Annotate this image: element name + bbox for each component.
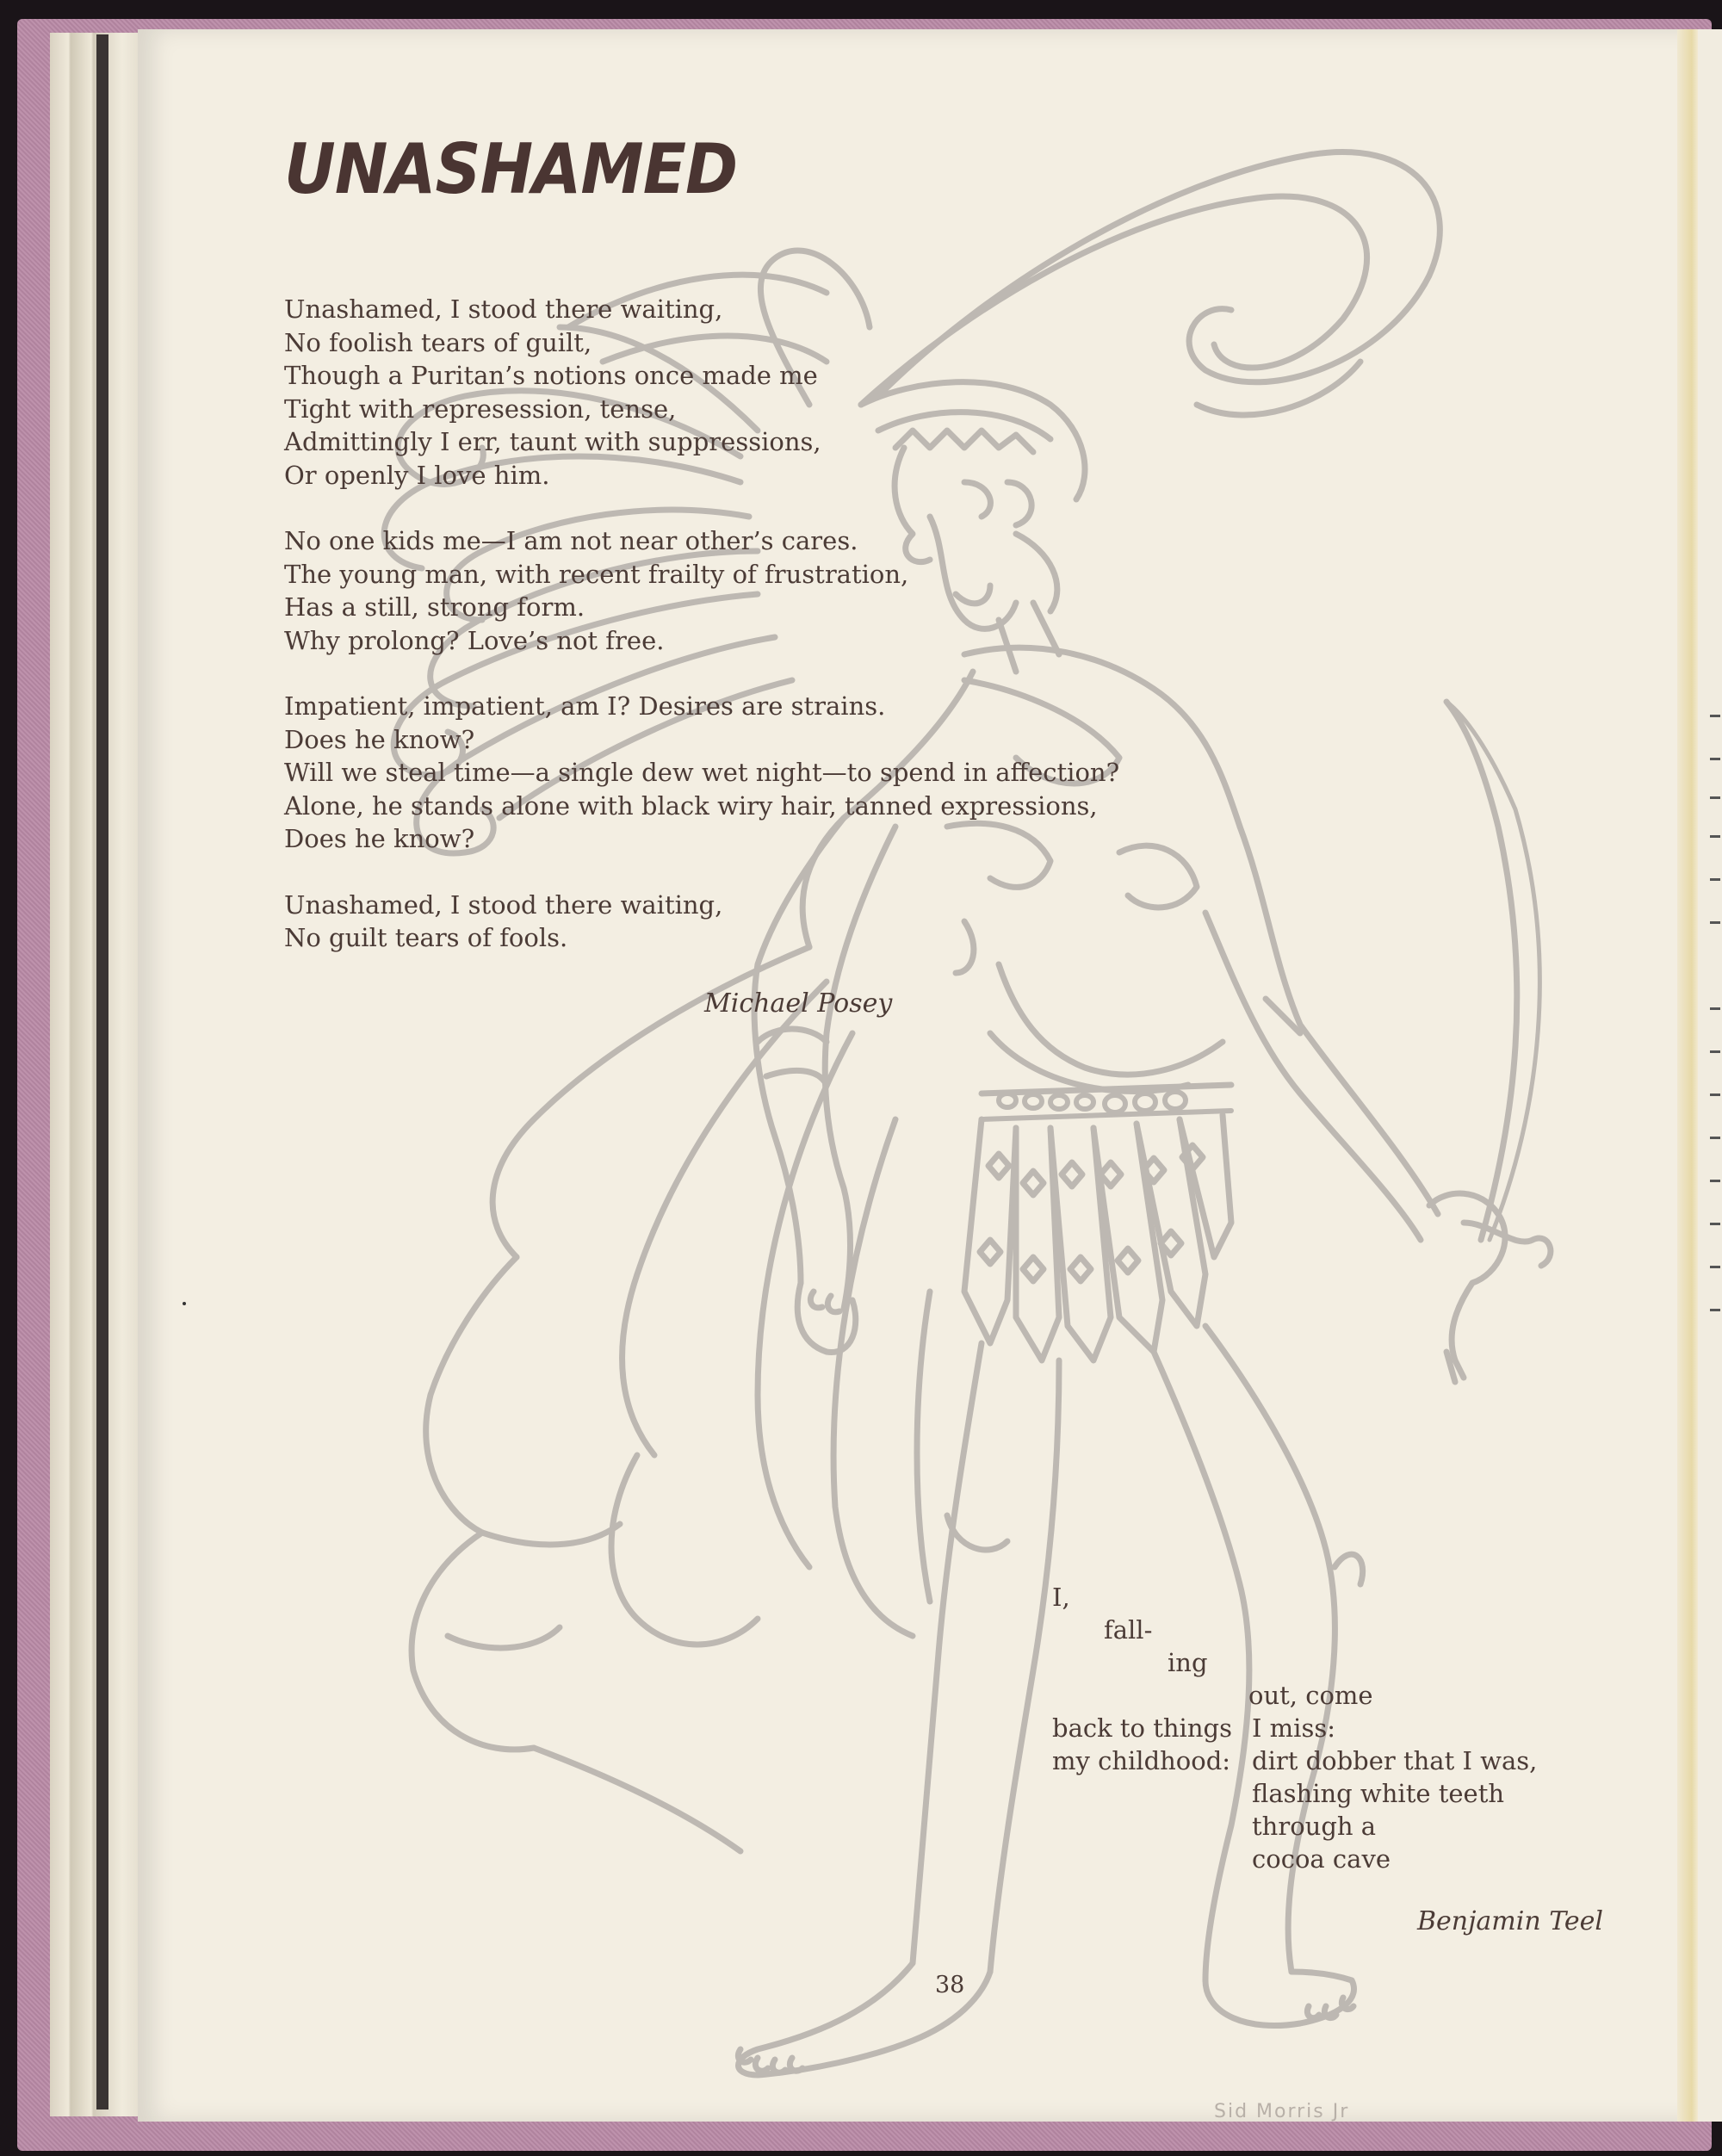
page-speck: [183, 1302, 186, 1305]
poem-line: No one kids me—I am not near other’s cares.: [284, 526, 858, 555]
poem-word: out, come: [1248, 1681, 1373, 1710]
right-arm-with-sword: [1205, 702, 1551, 1382]
poem-line: Unashamed, I stood there waiting,: [284, 889, 723, 920]
poem-word: through a: [1252, 1812, 1377, 1841]
poem-line: Impatient, impatient, am I? Desires are strains.: [284, 691, 886, 721]
poem-line: Though a Puritan’s notions once made me: [284, 361, 818, 390]
poem-line: Tight with represession, tense,: [284, 393, 677, 424]
cape: [412, 947, 930, 1851]
page-number: 38: [935, 1972, 965, 1998]
poem-line: The young man, with recent frailty of frustration,: [284, 559, 909, 589]
stanza-4: [284, 889, 1231, 955]
poem-word: flashing white teeth: [1252, 1779, 1505, 1808]
poem-word: I,: [1052, 1583, 1070, 1612]
poem-word: back to things: [1052, 1713, 1232, 1743]
poem-word: cocoa cave: [1252, 1844, 1391, 1874]
poem-line: Has a still, strong form.: [284, 592, 585, 622]
poem-word: fall-: [1104, 1615, 1153, 1645]
poem-line: Will we steal time—a single dew wet night—to spend in affection?: [284, 758, 1120, 787]
poem-line: Unashamed, I stood there waiting,: [284, 294, 723, 324]
poem-author-teel: Benjamin Teel: [1417, 1906, 1603, 1936]
poem-line: No guilt tears of fools.: [284, 923, 568, 952]
poem-line: Does he know?: [284, 824, 475, 853]
armored-skirt: [964, 1115, 1231, 1360]
poem-word: my childhood:: [1052, 1746, 1231, 1775]
stanza-3: [284, 690, 1231, 856]
poem-author-posey: Michael Posey: [704, 988, 893, 1019]
poem-word: ing: [1168, 1648, 1208, 1677]
poem-line: Does he know?: [284, 724, 475, 754]
poem-line: Admittingly I err, taunt with suppressions,: [284, 427, 821, 456]
poem-word: I miss:: [1252, 1713, 1335, 1743]
poem-title: UNASHAMED: [284, 129, 738, 209]
belt: [982, 1092, 1231, 1119]
poem-line: Or openly I love him.: [284, 460, 550, 490]
poem-line: Why prolong? Love’s not free.: [284, 625, 665, 655]
poem-line: No foolish tears of guilt,: [284, 327, 592, 357]
poem-word: dirt dobber that I was,: [1252, 1746, 1538, 1775]
stanza-2: [284, 524, 1231, 657]
artist-signature: Sid Morris Jr: [1214, 2101, 1350, 2122]
stanza-1: [284, 293, 1231, 492]
poem-line: Alone, he stands alone with black wiry hair, tanned expressions,: [284, 790, 1098, 821]
poem-unashamed: [284, 293, 1231, 988]
